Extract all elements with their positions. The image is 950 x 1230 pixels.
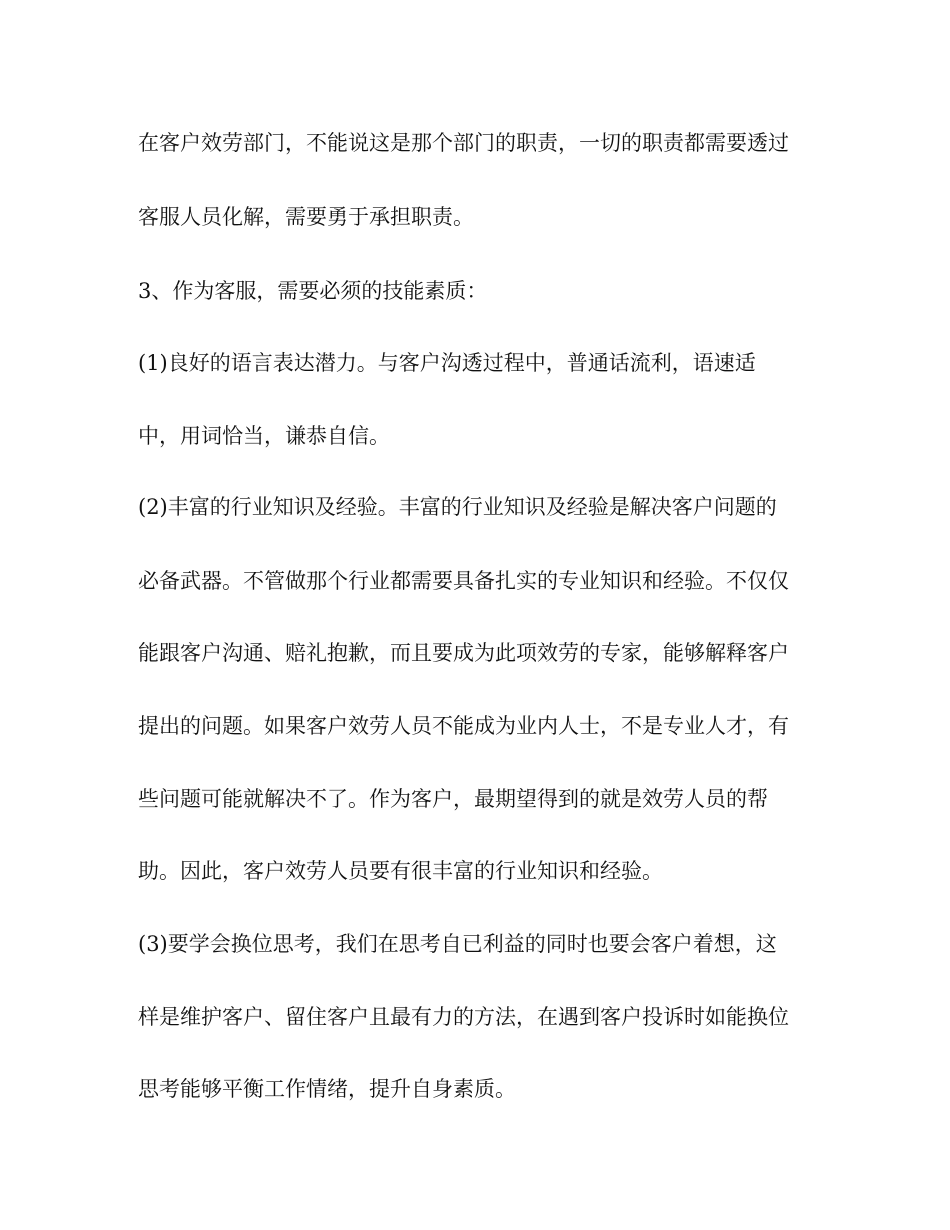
- text-line: 在客户效劳部门，不能说这是那个部门的职责，一切的职责都需要透过: [138, 131, 789, 155]
- list-heading: 3、作为客服，需要必须的技能素质：: [138, 279, 488, 303]
- text-line: 能跟客户沟通、赔礼抱歉，而且要成为此项效劳的专家，能够解释客户: [138, 641, 789, 665]
- text-line: 必备武器。不管做那个行业都需要具备扎实的专业知识和经验。不仅仅: [138, 569, 789, 593]
- text-line: (1)良好的语言表达潜力。与客户沟透过程中，普通话流利，语速适: [138, 351, 756, 375]
- text-line: (2)丰富的行业知识及经验。丰富的行业知识及经验是解决客户问题的: [138, 495, 777, 519]
- text-line: 提出的问题。如果客户效劳人员不能成为业内人士，不是专业人才，有: [138, 714, 789, 738]
- text-line: (3)要学会换位思考，我们在思考自已利益的同时也要会客户着想，这: [138, 932, 777, 956]
- text-line: 些问题可能就解决不了。作为客户，最期望得到的就是效劳人员的帮: [138, 787, 768, 811]
- text-line: 客服人员化解，需要勇于承担职责。: [138, 205, 474, 229]
- text-line: 助。因此，客户效劳人员要有很丰富的行业知识和经验。: [138, 859, 663, 883]
- text-line: 思考能够平衡工作情绪，提升自身素质。: [138, 1077, 516, 1101]
- text-line: 中，用词恰当，谦恭自信。: [138, 424, 390, 448]
- text-line: 样是维护客户、留住客户且最有力的方法，在遇到客户投诉时如能换位: [138, 1005, 789, 1029]
